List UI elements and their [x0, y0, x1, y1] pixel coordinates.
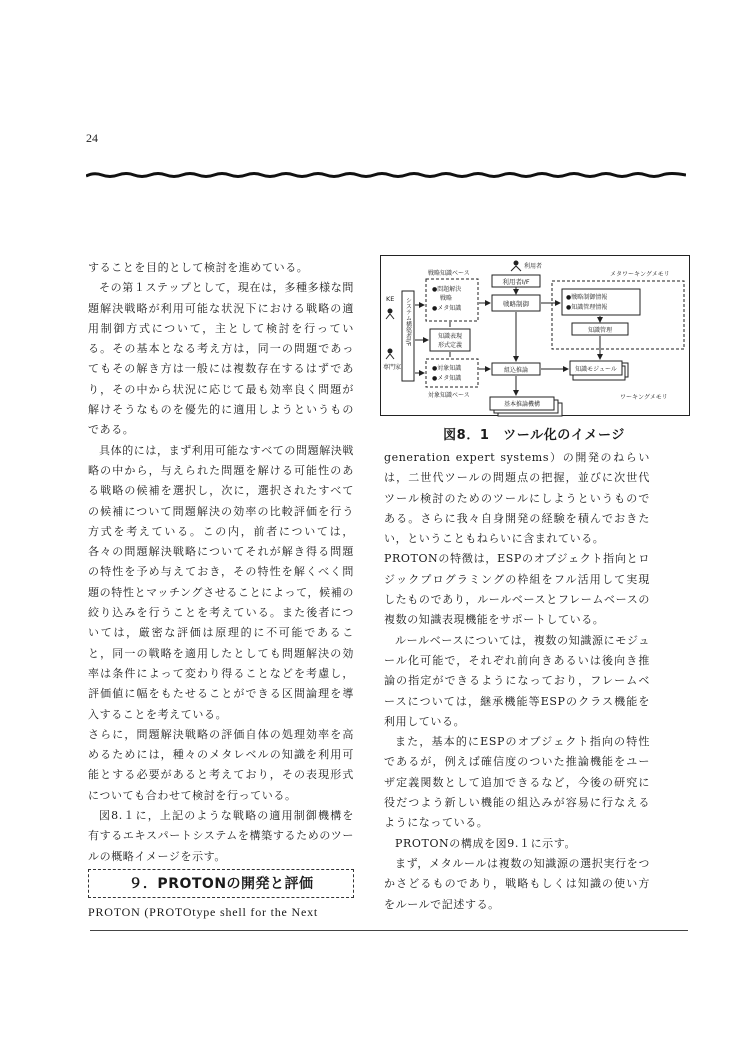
object-item: ●対象知識: [432, 365, 462, 372]
decorative-rule: [86, 170, 686, 180]
strategy-item: 戦略: [440, 295, 453, 302]
strategy-control-label: 戦略制御: [503, 300, 529, 308]
ke-label: KE: [386, 295, 395, 303]
paragraph: また，基本的にESPのオブジェクト指向の特性であるが，例えば確信度のついた推論機能をユーザ定義関数として追加できるなど，今後の研究に役だつよう新しい機能の組込みが容易に行なえるようになっている。: [384, 735, 650, 830]
inference-label: 組込推論: [503, 367, 529, 374]
knowledge-module-label: 知識モジュール: [575, 366, 617, 373]
object-item: ●メタ知識: [432, 375, 462, 382]
paragraph: PROTONの特徴は，ESPのオブジェクト指向とロジックプログラミングの枠組をフル活用して実現したものであり，ルールベースとフレームベースの複数の知識表現機能をサポートしている。: [384, 552, 650, 627]
paragraph: その第１ステップとして，現在は，多種多様な問題解決戦略が利用可能な状況下における戦略の適用制御方式について，主として検討を行っている。その基本となる考え方は，同一の問題であってもその解き方は一般には複数存在するはずであり，その中から状況に応じて最も効率良く問題が解けそうなものを優先的に適用しようというものである。: [88, 281, 354, 437]
knowledge-repr-label: 形式定義: [437, 342, 463, 349]
left-column: [88, 258, 354, 922]
basic-inference-label: 基本推論機構: [503, 401, 541, 408]
page-number: 24: [86, 131, 98, 145]
figure-diagram: [380, 255, 690, 425]
paragraph: まず，メタルールは複数の知識源の選択実行をつかさどるものであり，戦略もしくは知識の使い方をルールで記述する。: [384, 856, 650, 911]
wm-item: ●知識管理情報: [566, 304, 608, 311]
knowledge-repr-label: 知識表現: [437, 333, 463, 340]
section-heading: ９．PROTONの開発と評価: [88, 869, 354, 898]
object-base-label: 対象知識ベース: [428, 392, 470, 399]
user-if-label: 利用者I/F: [502, 278, 530, 286]
paragraph: ルールベースについては，複数の知識源にモジュール化可能で，それぞれ前向きあるいは後向き推論の指定ができるようになっており，フレームベースについては，継承機能等ESPのクラス機能を利用している。: [384, 633, 650, 728]
person-icon: [386, 309, 394, 360]
footer-rule: [90, 930, 688, 931]
paragraph: PROTONの構成を図9.１に示す。: [395, 836, 577, 850]
figure-caption: 図8．1 ツール化のイメージ: [443, 428, 625, 443]
right-column: [384, 448, 650, 915]
strategy-item: ●メタ知識: [432, 305, 462, 312]
paragraph: さらに，問題解決戦略の評価自体の処理効率を高めるためには，種々のメタレベルの知識を利用可能とする必要があると考えており，その表現形式についても合わせて検討を行っている。: [88, 727, 354, 802]
paragraph: generation expert systems）の開発のねらいは，二世代ツールの問題点の把握，並びに次世代ツール検討のためのツールにしようというものである。さらに我々自身開発の経験を積んでおきたい，ということもねらいに含まれている。: [384, 451, 650, 546]
paragraph: することを目的として検討を進めている。: [88, 261, 309, 274]
knowledge-mgmt-label: 知識管理: [587, 327, 613, 334]
working-memory-title: メタワーキングメモリ: [610, 271, 670, 278]
user-label: 利用者: [524, 263, 543, 270]
system-builder-label: システム構築者I/F: [404, 297, 412, 347]
strategy-item: ●問題解決: [432, 286, 462, 293]
proton-line: PROTON (PROTOtype shell for the Next: [88, 904, 319, 919]
paragraph: 図8.１に，上記のような戦略の適用制御機構を有するエキスパートシステムを構築するためのツールの概略イメージを示す。: [88, 809, 354, 863]
person-icon: [511, 261, 521, 272]
wm-item: ●戦略制御情報: [566, 294, 608, 301]
paragraph: 具体的には，まず利用可能なすべての問題解決戦略の中から，与えられた問題を解ける可能性のある戦略の候補を選択し，次に，選択されたすべての候補について問題解決の効率の比較評価を行う方式を考えている。この内，前者については，各々の問題解決戦略についてそれが解き得る問題の特性を予め与えておき，その特性を解くべく問題の特性とマッチングさせることによって，候補の絞り込みを行うことを考えている。また後者については，厳密な評価は原理的に不可能であること，同一の戦略を適用したとしても問題解決の効率は条件によって変わり得ることなどを考慮し，評価値に幅をもたせることができる区間論理を導入することを考えている。: [88, 443, 354, 721]
expert-label: 専門家: [383, 364, 402, 371]
strategy-base-label: 戦略知識ベース: [428, 270, 470, 277]
working-memory-label: ワーキングメモリ: [620, 394, 668, 401]
